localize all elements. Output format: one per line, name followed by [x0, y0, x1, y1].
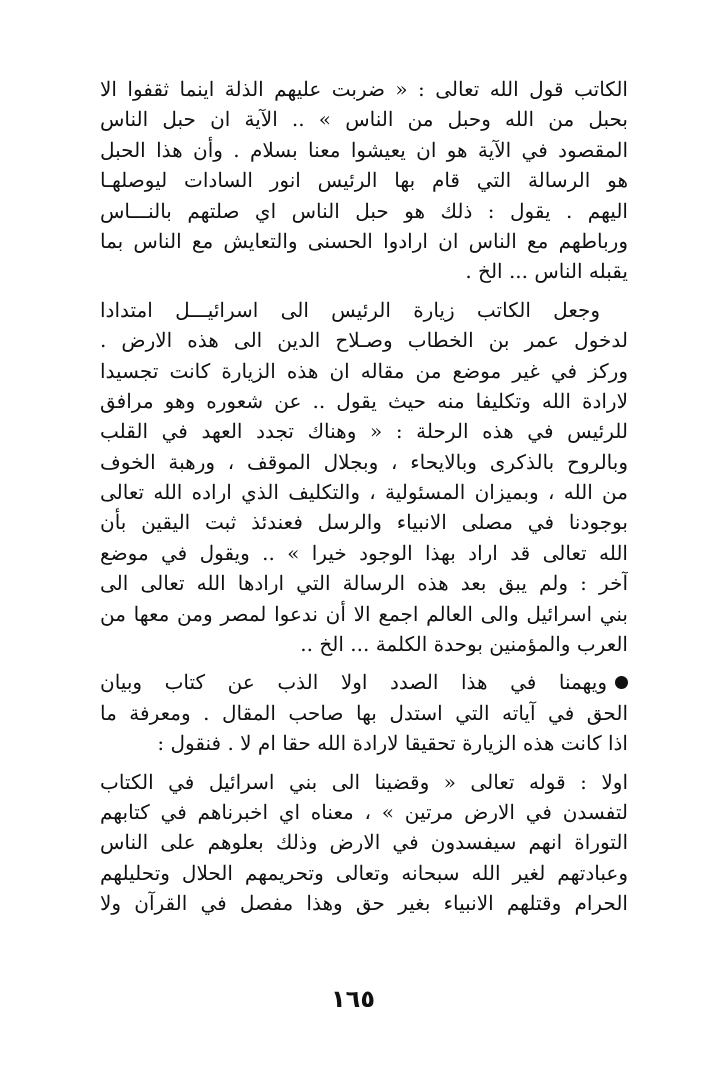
text-line: المقصود في الآية هو ان يعيشوا معنا بسلام . وأن هذا الحبل	[100, 137, 628, 162]
paragraph-visit-extension	[100, 295, 628, 660]
text-line: اليهم . يقول : ذلك هو حبل الناس اي صلتهم بالنـــاس	[100, 198, 628, 223]
bullet-icon	[615, 676, 628, 689]
text-line: الله تعالى قد اراد بهذا الوجود خيرا » .. ويقول في موضع	[100, 540, 628, 565]
paragraph-gap	[100, 759, 628, 767]
paragraph-quote-rope-of-people	[100, 74, 628, 287]
text-line: الحق في آياته التي استدل بها صاحب المقال . ومعرفة ما	[100, 700, 628, 725]
text-line: وعبادتهم لغير الله سبحانه وتعالى وتحريمهم الحلال وتحليلهم	[100, 860, 628, 885]
page-number: ١٦٥	[331, 985, 375, 1013]
text-line-with-bullet	[100, 667, 628, 697]
paragraph-first-point	[100, 767, 628, 919]
text-line: العرب والمؤمنين بوحدة الكلمة ... الخ ..	[300, 632, 628, 657]
text-line: وبالروح بالذكرى وبالايحاء ، وبجلال الموقف ، ورهبة الخوف	[100, 449, 628, 474]
text-line: بني اسرائيل والى العالم اجمع الا أن ندعوا لمصر ومن معها من	[100, 601, 628, 626]
page-body	[100, 74, 628, 1038]
text-line: ويهمنا في هذا الصدد اولا الذب عن كتاب وبيان	[100, 670, 607, 695]
text-line: للرئيس في هذه الرحلة : « وهناك تجدد العهد في القلب	[100, 419, 628, 444]
text-line: وركز في غير موضع من مقاله ان هذه الزيارة كانت تجسيدا	[100, 358, 628, 383]
text-line: بحبل من الله وحبل من الناس » .. الآية ان حبل الناس	[100, 107, 628, 132]
text-line: اولا : قوله تعالى « وقضينا الى بني اسرائيل في الكتاب	[100, 769, 628, 794]
text-line: الحرام وقتلهم الانبياء بغير حق وهذا مفصل في القرآن ولا	[100, 891, 628, 916]
text-line: بوجودنا في مصلى الانبياء والرسل فعندئذ ثبت اليقين بأن	[100, 510, 628, 535]
text-line: لتفسدن في الارض مرتين » ، معناه اي اخبرناهم في كتابهم	[100, 799, 628, 824]
paragraph-gap	[100, 287, 628, 295]
text-line: وجعل الكاتب زيارة الرئيس الى اسرائيـــل امتدادا	[100, 297, 600, 322]
text-line: التوراة انهم سيفسدون في الارض وذلك بعلوهم على الناس	[100, 830, 628, 855]
text-line: يقبله الناس ... الخ .	[465, 259, 628, 284]
text-line: آخر : ولم يبق بعد هذه الرسالة التي ارادها الله تعالى الى	[100, 571, 628, 596]
text-line: هو الرسالة التي قام بها الرئيس انور السادات ليوصلهـا	[100, 168, 628, 193]
text-line: اذا كانت هذه الزيارة تحقيقا لارادة الله حقا ام لا . فنقول :	[157, 731, 628, 756]
paragraph-gap	[100, 659, 628, 667]
text-line: الكاتب قول الله تعالى : « ضربت عليهم الذلة اينما ثقفوا الا	[100, 77, 628, 101]
text-line: من الله ، وبميزان المسئولية ، والتكليف الذي اراده الله تعالى	[100, 480, 628, 505]
paragraph-bullet-defense	[100, 667, 628, 758]
text-line: لدخول عمر بن الخطاب وصـلاح الدين الى هذه الارض .	[100, 328, 628, 353]
text-line: لارادة الله وتكليفا منه حيث يقول .. عن شعوره وهو مرافق	[100, 388, 628, 413]
text-line: ورباطهم مع الناس ان ارادوا الحسنى والتعايش مع الناس بما	[100, 228, 628, 253]
